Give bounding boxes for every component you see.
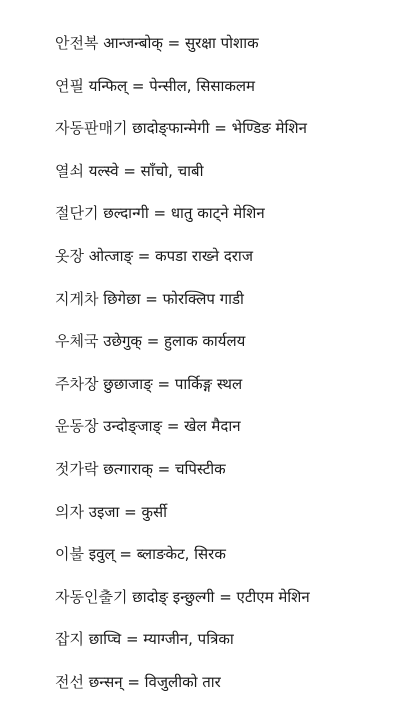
vocab-entry-pencil: 연필 यन्फिल् = पेन्सील, सिसाकलम	[55, 76, 256, 95]
vocab-entry-wardrobe: 옷장 ओत्जाङ् = कपडा राख्ने दराज	[55, 246, 253, 265]
vocab-entry-electric-wire: 전선 छन्सन् = विजुलीको तार	[55, 672, 221, 691]
vocab-entry-magazine: 잡지 छाप्चि = म्याग्जीन, पत्रिका	[55, 630, 234, 649]
vocab-entry-post-office: 우체국 उछेगुक् = हुलाक कार्यलय	[55, 332, 246, 351]
vocab-entry-forklift: 지게차 छिगेछा = फोरक्लिप गाडी	[55, 289, 244, 308]
vocab-entry-chopsticks: 젓가락 छत्गाराक् = चपिस्टीक	[55, 459, 226, 478]
vocab-entry-parking-lot: 주차장 छुछाजाङ् = पार्किङ्ग स्थल	[55, 374, 243, 393]
vocab-entry-blanket: 이불 इवुल् = ब्लाङकेट, सिरक	[55, 545, 226, 564]
vocab-entry-vending-machine: 자동판매기 छादोङ्फान्मेगी = भेण्डिङ मेशिन	[55, 119, 307, 138]
vocab-entry-playground: 운동장 उन्दोङ्जाङ् = खेल मैदान	[55, 417, 241, 436]
vocab-entry-key: 열쇠 यल्स्वे = साँचो, चाबी	[55, 161, 204, 180]
vocabulary-list	[55, 29, 397, 711]
vocab-entry-cutting-machine: 절단기 छल्दान्गी = धातु काट्ने मेशिन	[55, 204, 265, 223]
vocab-entry-safety-clothes: 안전복 आन्जन्बोक् = सुरक्षा पोशाक	[55, 34, 259, 52]
vocab-entry-chair: 의자 उइजा = कुर्सी	[55, 502, 167, 521]
vocab-entry-atm: 자동인출기 छादोङ् इन्छुल्गी = एटीएम मेशिन	[55, 587, 310, 606]
